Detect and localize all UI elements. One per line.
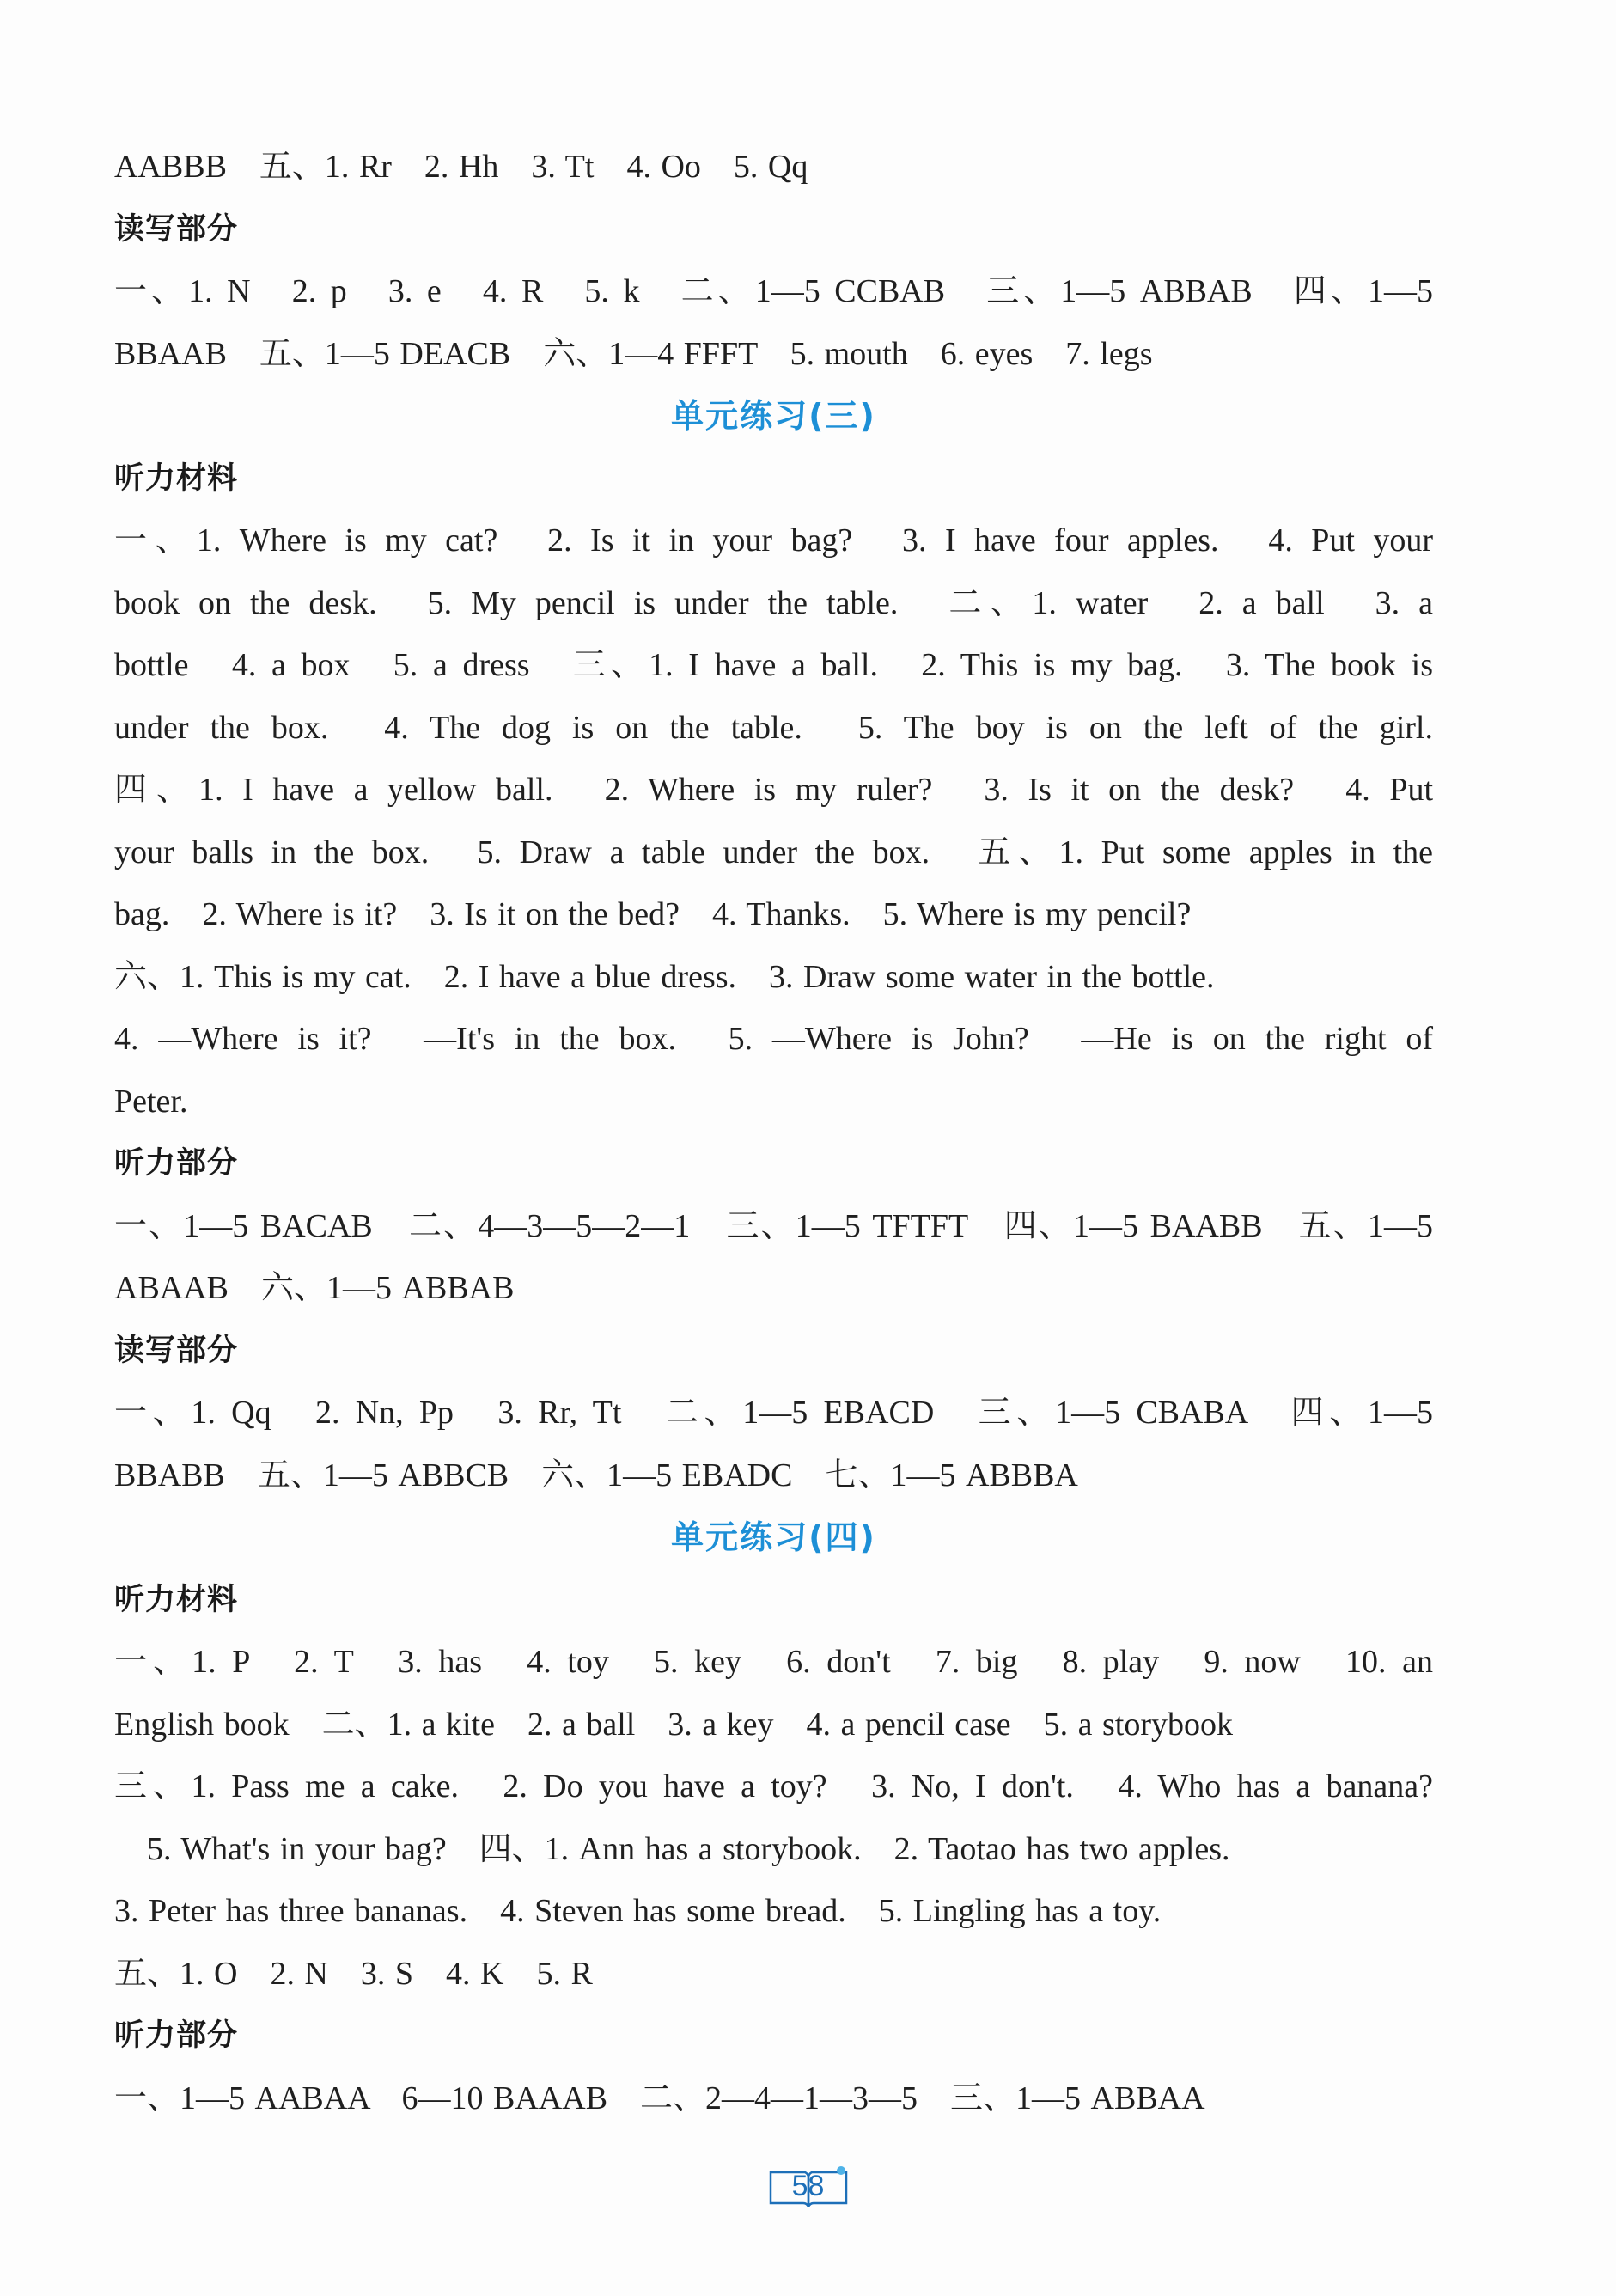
answer-line: 六、1. This is my cat. 2. I have a blue dress. 3. Draw some water in the bottle.: [114, 958, 1215, 995]
answer-line: 一、1. P 2. T 3. has 4. toy 5. key 6. don't 7. big 8. play 9. now 10. an: [114, 1644, 1433, 1680]
answer-line: book on the desk. 5. My pencil is under the table. 二、1. water 2. a ball 3. a: [114, 584, 1433, 621]
answer-line: bottle 4. a box 5. a dress 三、1. I have a ball. 2. This is my bag. 3. The book is: [114, 647, 1433, 683]
subsection-heading: 听力材料: [114, 461, 239, 496]
subsection-heading: 听力材料: [114, 1582, 239, 1617]
answer-line: AABBB 五、1. Rr 2. Hh 3. Tt 4. Oo 5. Qq: [114, 149, 808, 185]
page-footer: [0, 2165, 1616, 2217]
answer-line: ABAAB 六、1—5 ABBAB: [114, 1270, 515, 1306]
answer-line: BBAAB 五、1—5 DEACB 六、1—4 FFFT 5. mouth 6. eyes 7. legs: [114, 335, 1153, 372]
subsection-heading: 听力部分: [114, 2018, 239, 2053]
subsection-heading: 读写部分: [114, 1333, 239, 1368]
answer-line: your balls in the box. 5. Draw a table under the box. 五、1. Put some apples in the: [114, 834, 1433, 870]
answer-line: BBABB 五、1—5 ABBCB 六、1—5 EBADC 七、1—5 ABBBA: [114, 1456, 1078, 1493]
answer-line: 一、1—5 AABAA 6—10 BAAAB 二、2—4—1—3—5 三、1—5 ABBAA: [114, 2079, 1205, 2116]
answer-line: 一、1. Where is my cat? 2. Is it in your bag? 3. I have four apples. 4. Put your: [114, 522, 1433, 559]
subsection-heading: 听力部分: [114, 1146, 239, 1181]
answer-line: 三、1. Pass me a cake. 2. Do you have a toy? 3. No, I don't. 4. Who has a banana?: [114, 1768, 1433, 1804]
answer-line: 一、1. N 2. p 3. e 4. R 5. k 二、1—5 CCBAB 三、1—5 ABBAB 四、1—5: [114, 273, 1433, 309]
subsection-heading: 读写部分: [114, 211, 239, 247]
answer-line: 五、1. O 2. N 3. S 4. K 5. R: [114, 1955, 593, 1992]
answer-line: bag. 2. Where is it? 3. Is it on the bed? 4. Thanks. 5. Where is my pencil?: [114, 896, 1192, 932]
answer-line: 一、1—5 BACAB 二、4—3—5—2—1 三、1—5 TFTFT 四、1—5 BAABB 五、1—5: [114, 1207, 1433, 1244]
section-title: 单元练习(四): [671, 1518, 876, 1556]
page-number-badge: [767, 2165, 850, 2210]
answer-key-content: [114, 136, 1433, 2129]
answer-line: English book 二、1. a kite 2. a ball 3. a key 4. a pencil case 5. a storybook: [114, 1706, 1234, 1743]
answer-line: under the box. 4. The dog is on the table. 5. The boy is on the left of the girl.: [114, 709, 1433, 746]
page-number: 58: [791, 2170, 825, 2202]
answer-line: 4. —Where is it? —It's in the box. 5. —Where is John? —He is on the right of: [114, 1021, 1433, 1057]
answer-line: 四、1. I have a yellow ball. 2. Where is my ruler? 3. Is it on the desk? 4. Put: [114, 772, 1433, 808]
section-title: 单元练习(三): [671, 397, 876, 435]
answer-line: 一、1. Qq 2. Nn, Pp 3. Rr, Tt 二、1—5 EBACD 三、1—5 CBABA 四、1—5: [114, 1395, 1433, 1431]
answer-line: Peter.: [114, 1083, 188, 1120]
answer-line: 3. Peter has three bananas. 4. Steven has some bread. 5. Lingling has a toy.: [114, 1893, 1162, 1929]
answer-line: 5. What's in your bag? 四、1. Ann has a storybook. 2. Taotao has two apples.: [147, 1830, 1230, 1867]
